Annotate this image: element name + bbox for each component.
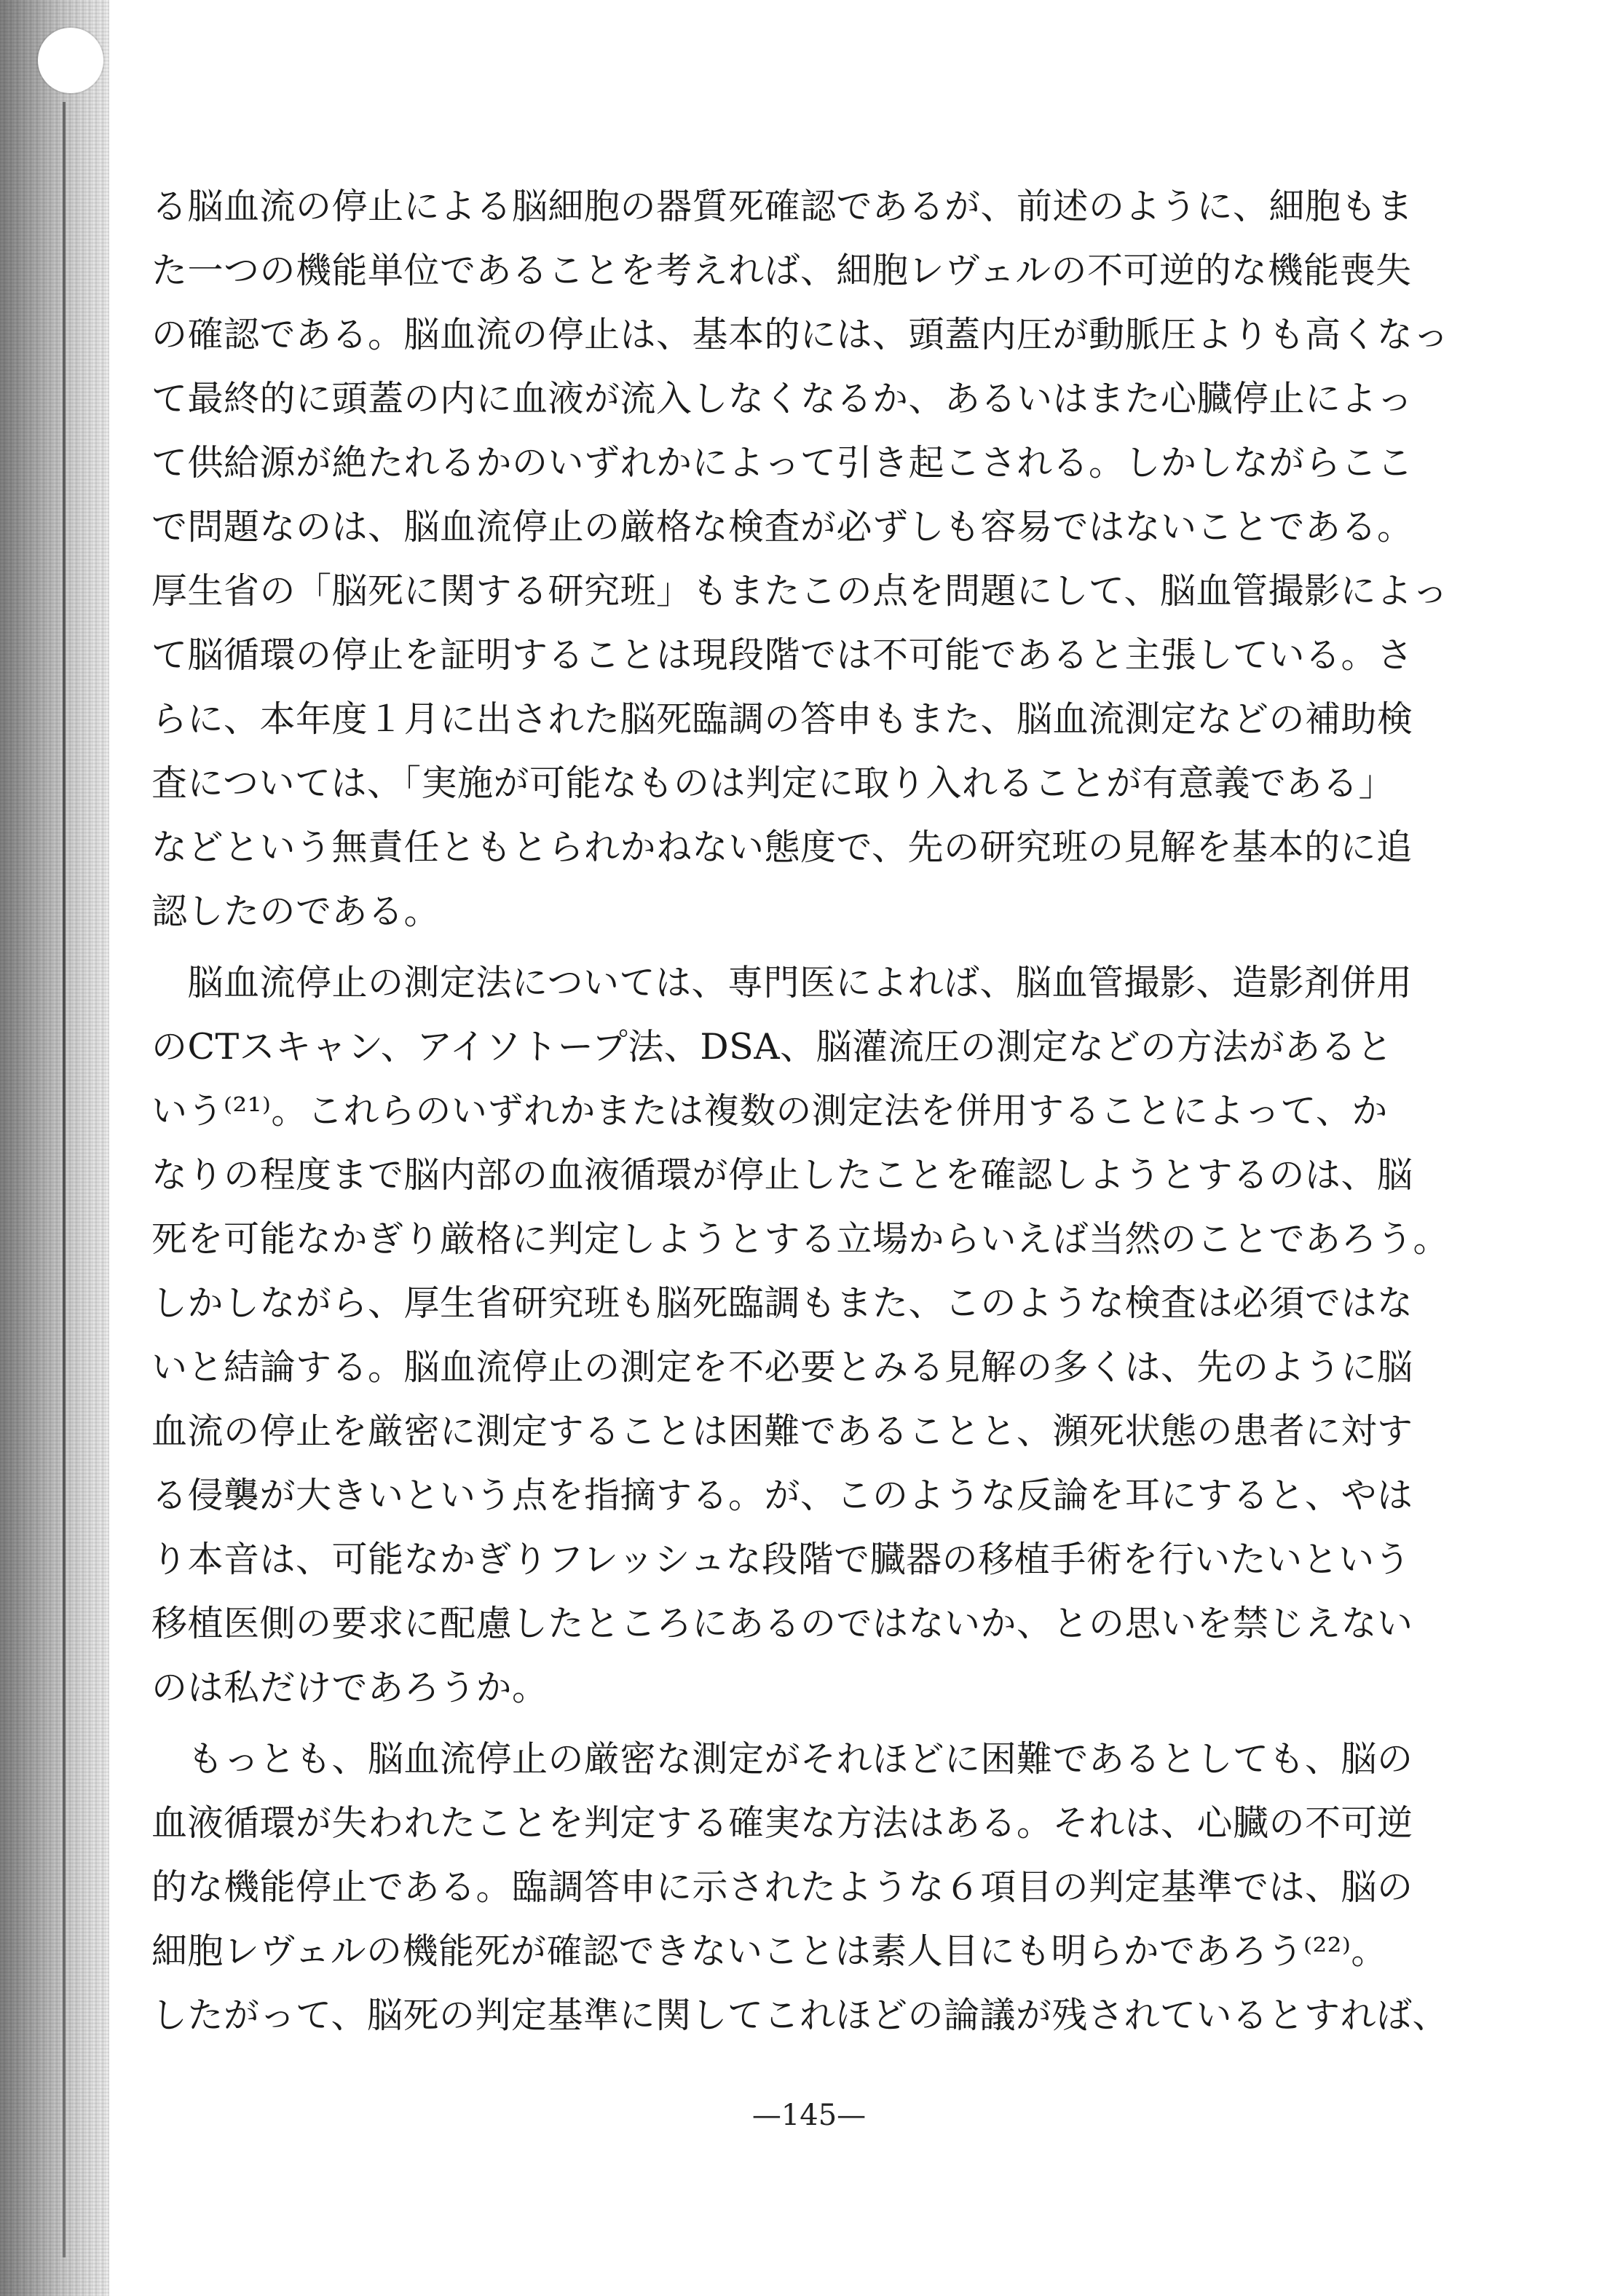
text-line: の確認である。脳血流の停止は、基本的には、頭蓋内圧が動脈圧よりも高くなっ xyxy=(151,314,1450,355)
text-line: 厚生省の「脳死に関する研究班」もまたこの点を問題にして、脳血管撮影によっ xyxy=(151,570,1449,612)
paragraph-1 xyxy=(151,175,1462,944)
paragraph-3 xyxy=(151,1727,1462,2048)
text-line: 脳血流停止の測定法については、専門医によれば、脳血管撮影、造影剤併用 xyxy=(151,962,1413,1003)
binding-line xyxy=(63,102,66,2257)
text-line: て供給源が絶たれるかのいずれかによって引き起こされる。しかしながらここ xyxy=(151,442,1413,484)
paragraph-2 xyxy=(151,951,1462,1720)
text-line: 死を可能なかぎり厳格に判定しようとする立場からいえば当然のことであろう。 xyxy=(151,1218,1450,1260)
text-line: 血流の停止を厳密に測定することは困難であることと、瀕死状態の患者に対す xyxy=(151,1411,1413,1452)
text-line: なりの程度まで脳内部の血液循環が停止したことを確認しようとするのは、脳 xyxy=(151,1154,1413,1196)
text-line: 査については、「実施が可能なものは判定に取り入れることが有意義である」 xyxy=(151,762,1395,804)
text-line: らに、本年度１月に出された脳死臨調の答申もまた、脳血流測定などの補助検 xyxy=(151,698,1413,740)
paragraph-gap xyxy=(151,1720,1462,1727)
text-line: のCTスキャン、アイソトープ法、DSA、脳灌流圧の測定などの方法があると xyxy=(151,1026,1393,1068)
text-line: り本音は、可能なかぎりフレッシュな段階で臓器の移植手術を行いたいという xyxy=(151,1539,1411,1580)
text-line: て脳循環の停止を証明することは現段階では不可能であると主張している。さ xyxy=(151,634,1413,676)
page-number: —145— xyxy=(751,2099,867,2132)
text-line: などという無責任ともとられかねない態度で、先の研究班の見解を基本的に追 xyxy=(151,827,1413,868)
text-line: いと結論する。脳血流停止の測定を不必要とみる見解の多くは、先のように脳 xyxy=(151,1346,1413,1388)
scanned-binding-edge xyxy=(0,0,109,2296)
page-body xyxy=(151,175,1462,2048)
text-line: た一つの機能単位であることを考えれば、細胞レヴェルの不可逆的な機能喪失 xyxy=(151,250,1412,291)
text-line: 移植医側の要求に配慮したところにあるのではないか、との思いを禁じえない xyxy=(151,1603,1413,1644)
text-line: のは私だけであろうか。 xyxy=(151,1667,548,1708)
text-line: る脳血流の停止による脳細胞の器質死確認であるが、前述のように、細胞もま xyxy=(151,186,1413,227)
text-line: もっとも、脳血流停止の厳密な測定がそれほどに困難であるとしても、脳の xyxy=(151,1738,1413,1780)
punch-hole xyxy=(38,28,103,93)
text-line: 細胞レヴェルの機能死が確認できないことは素人目にも明らかであろう⁽²²⁾。 xyxy=(151,1930,1387,1972)
text-line: したがって、脳死の判定基準に関してこれほどの論議が残されているとすれば、 xyxy=(151,1995,1449,2036)
text-line: いう⁽²¹⁾。これらのいずれかまたは複数の測定法を併用することによって、か xyxy=(151,1090,1388,1132)
paragraph-gap xyxy=(151,944,1462,951)
text-line: 血液循環が失われたことを判定する確実な方法はある。それは、心臓の不可逆 xyxy=(151,1802,1413,1844)
text-line: しかしながら、厚生省研究班も脳死臨調もまた、このような検査は必須ではな xyxy=(151,1282,1413,1324)
text-line: る侵襲が大きいという点を指摘する。が、このような反論を耳にすると、やは xyxy=(151,1475,1413,1516)
text-line: て最終的に頭蓋の内に血液が流入しなくなるか、あるいはまた心臓停止によっ xyxy=(151,378,1413,419)
text-line: 的な機能停止である。臨調答申に示されたような６項目の判定基準では、脳の xyxy=(151,1866,1413,1908)
text-line: で問題なのは、脳血流停止の厳格な検査が必ずしも容易ではないことである。 xyxy=(151,506,1413,548)
text-line: 認したのである。 xyxy=(151,891,441,932)
